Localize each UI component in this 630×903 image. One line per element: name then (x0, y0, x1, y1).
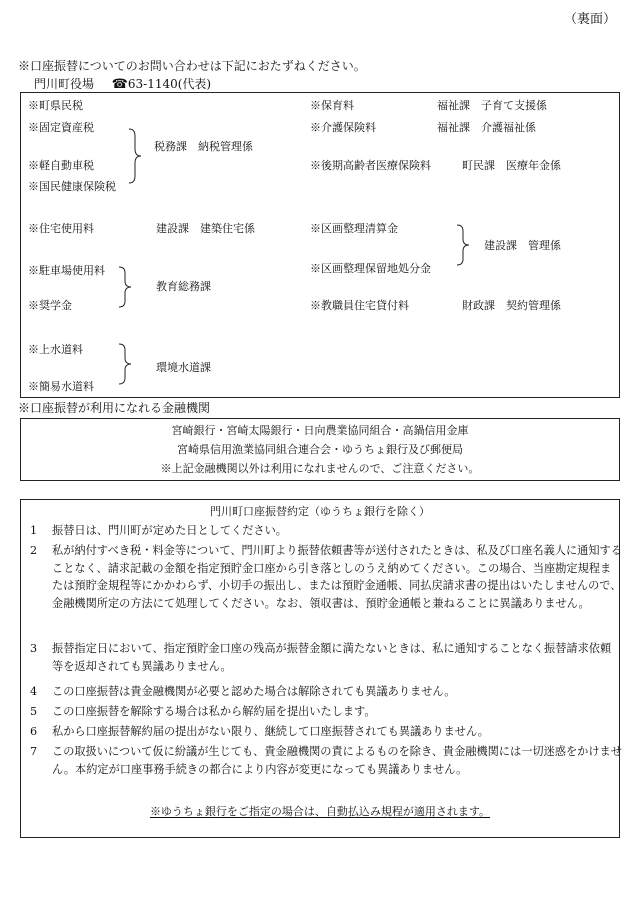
edu-item: ※奨学金 (28, 299, 72, 312)
terms-item-number: 6 (30, 725, 38, 738)
banks-heading: ※口座振替が利用になれる金融機関 (18, 401, 211, 415)
staff-housing-item: ※教職員住宅貸付料 (310, 299, 409, 312)
tax-item: ※固定資産税 (28, 121, 94, 134)
banks-line: 宮崎銀行・宮崎太陽銀行・日向農業協同組合・高鍋信用金庫 (171, 424, 469, 437)
tax-item: ※軽自動車税 (28, 159, 94, 172)
nursery-item: ※保育料 (310, 99, 354, 112)
banks-caution: ※上記金融機関以外は利用になれませんので、ご注意ください。 (160, 462, 480, 475)
care-item: ※介護保険料 (310, 121, 376, 134)
terms-item-number: 4 (30, 685, 38, 698)
water-brace (118, 343, 132, 385)
water-dept: 環境水道課 (156, 361, 211, 374)
tax-item: ※国民健康保険税 (28, 180, 116, 193)
terms-item-text: 私が納付すべき税・料金等について、門川町より振替依頼書等が送付されたときは、私及び口座名義人に通知することなく、請求記載の金額を指定預貯金口座から引き落としのうえ納めてください。この場合、当座勘定規程または預貯金規程等にかかわらず、小切手の振出し、または預貯金通帳、同払戻請求書の提出はいたしませんので、金融機関所定の方法にて処理してください。なお、領収書は、預貯金通帳と兼ねることに異議ありません。 (52, 544, 622, 610)
terms-item-number: 7 (30, 745, 38, 758)
staff-housing-dept: 財政課 契約管理係 (462, 299, 561, 312)
edu-item: ※駐車場使用料 (28, 264, 105, 277)
elderly-item: ※後期高齢者医療保険料 (310, 159, 431, 172)
office-contact (34, 76, 211, 93)
terms-item-number: 2 (30, 544, 38, 557)
terms-title: 門川町口座振替約定（ゆうちょ銀行を除く） (210, 505, 430, 518)
office-name: 門川町役場 (34, 77, 95, 91)
care-dept: 福祉課 介護福祉係 (437, 121, 536, 134)
tax-brace (128, 128, 142, 184)
tax-item: ※町県民税 (28, 99, 83, 112)
terms-item-text: 私から口座振替解約届の提出がない限り、継続して口座振替されても異議ありません。 (52, 725, 489, 738)
tax-dept: 税務課 納税管理係 (154, 140, 253, 153)
elderly-dept: 町民課 医療年金係 (462, 159, 561, 172)
phone-icon: ☎ (111, 77, 128, 92)
edu-brace (118, 266, 132, 308)
terms-item-text: この口座振替を解除する場合は私から解約届を提出いたします。 (52, 705, 376, 718)
water-item: ※簡易水道料 (28, 380, 94, 393)
land-item: ※区画整理清算金 (310, 222, 398, 235)
yucho-note: ※ゆうちょ銀行をご指定の場合は、自動払込み規程が適用されます。 (149, 805, 491, 818)
page-side-label: （裏面） (563, 12, 616, 27)
land-dept: 建設課 管理係 (484, 239, 561, 252)
terms-item-text: 振替日は、門川町が定めた日としてください。 (52, 524, 287, 537)
banks-line: 宮崎県信用漁業協同組合連合会・ゆうちょ銀行及び郵便局 (177, 443, 463, 456)
land-item: ※区画整理保留地処分金 (310, 262, 431, 275)
housing-dept: 建設課 建築住宅係 (156, 222, 255, 235)
nursery-dept: 福祉課 子育て支援係 (437, 99, 547, 112)
terms-item-number: 5 (30, 705, 38, 718)
water-item: ※上水道料 (28, 343, 83, 356)
inquiry-heading: ※口座振替についてのお問い合わせは下記におたずねください。 (18, 59, 366, 73)
land-brace (456, 224, 470, 266)
terms-item-text: 振替指定日において、指定預貯金口座の残高が振替金額に満たないときは、私に通知することなく振替請求依頼等を返却されても異議ありません。 (52, 642, 612, 673)
office-phone: 63-1140(代表) (127, 77, 212, 91)
terms-item-number: 1 (30, 524, 38, 537)
edu-dept: 教育総務課 (156, 280, 211, 293)
housing-item: ※住宅使用料 (28, 222, 94, 235)
terms-item-number: 3 (30, 642, 38, 655)
terms-item-text: この口座振替は貴金融機関が必要と認めた場合は解除されても異議ありません。 (52, 685, 456, 698)
terms-item-text: この取扱いについて仮に紛議が生じても、貴金融機関の責によるものを除き、貴金融機関には一切迷惑をかけません。本約定が口座事務手続きの都合により内容が変更になっても異議ありません。 (52, 745, 622, 776)
